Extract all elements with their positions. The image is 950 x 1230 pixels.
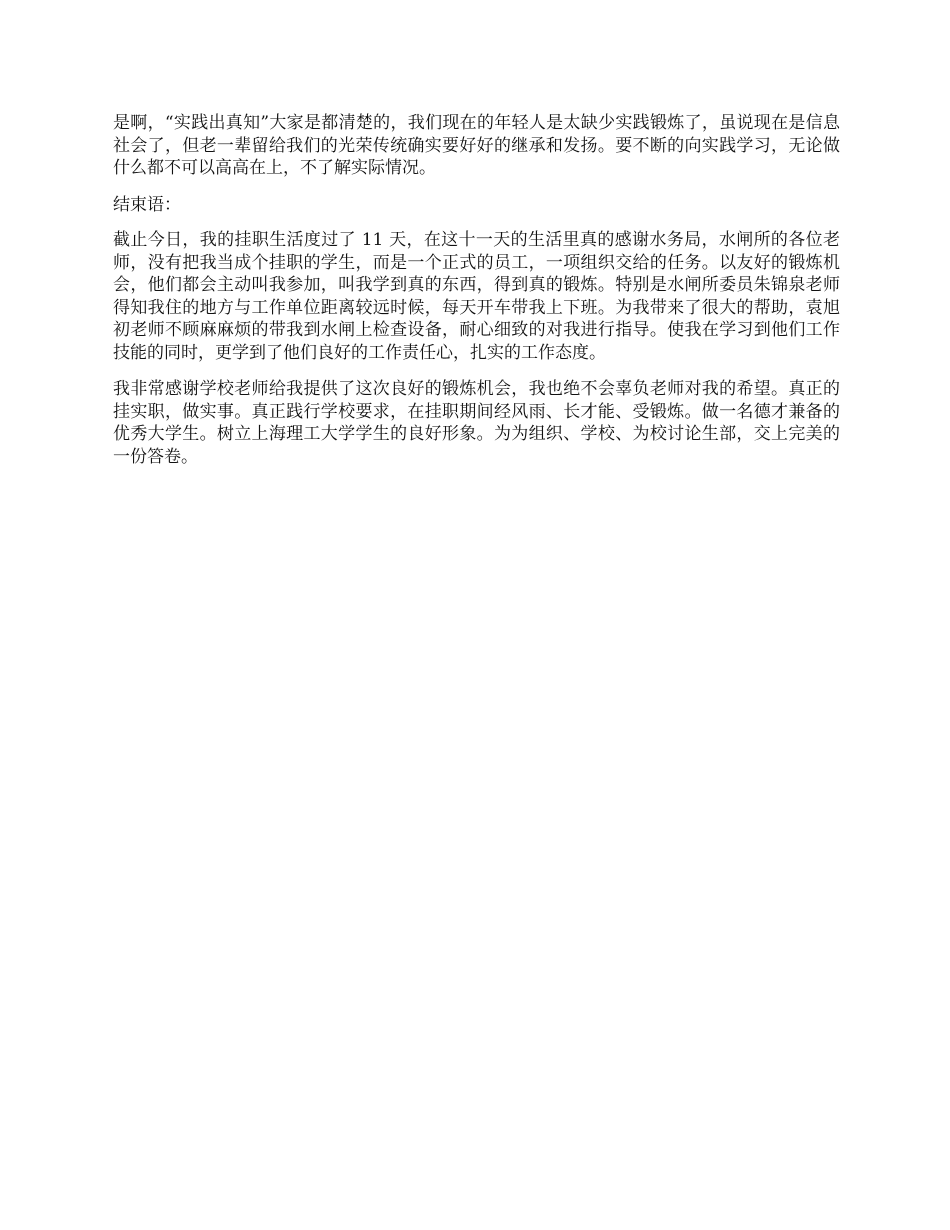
paragraph-thanks-school: 我非常感谢学校老师给我提供了这次良好的锻炼机会，我也绝不会辜负老师对我的希望。真正的挂实职，做实事。真正践行学校要求，在挂职期间经风雨、长才能、受锻炼。做一名德才兼备的优秀大学生。树立上海理工大学学生的良好形象。为为组织、学校、为校讨论生部，交上完美的一份答卷。 xyxy=(113,379,840,467)
paragraph-practice: 是啊，“实践出真知”大家是都清楚的，我们现在的年轻人是太缺少实践锻炼了，虽说现在是信息社会了，但老一辈留给我们的光荣传统确实要好好的继承和发扬。要不断的向实践学习，无论做什么都不可以高高在上，不了解实际情况。 xyxy=(113,113,840,178)
paragraph-thanks-bureau: 截止今日，我的挂职生活度过了 11 天，在这十一天的生活里真的感谢水务局，水闸所的各位老师，没有把我当成个挂职的学生，而是一个正式的员工，一项组织交给的任务。以友好的锻炼机会，他们都会主动叫我参加，叫我学到真的东西，得到真的锻炼。特别是水闸所委员朱锦泉老师得知我住的地方与工作单位距离较远时候，每天开车带我上下班。为我带来了很大的帮助，袁旭初老师不顾麻麻烦的带我到水闸上检查设备，耐心细致的对我进行指导。使我在学习到他们工作技能的同时，更学到了他们良好的工作责任心，扎实的工作态度。 xyxy=(113,230,840,363)
conclusion-heading: 结束语： xyxy=(113,194,181,215)
document-body xyxy=(113,112,840,482)
